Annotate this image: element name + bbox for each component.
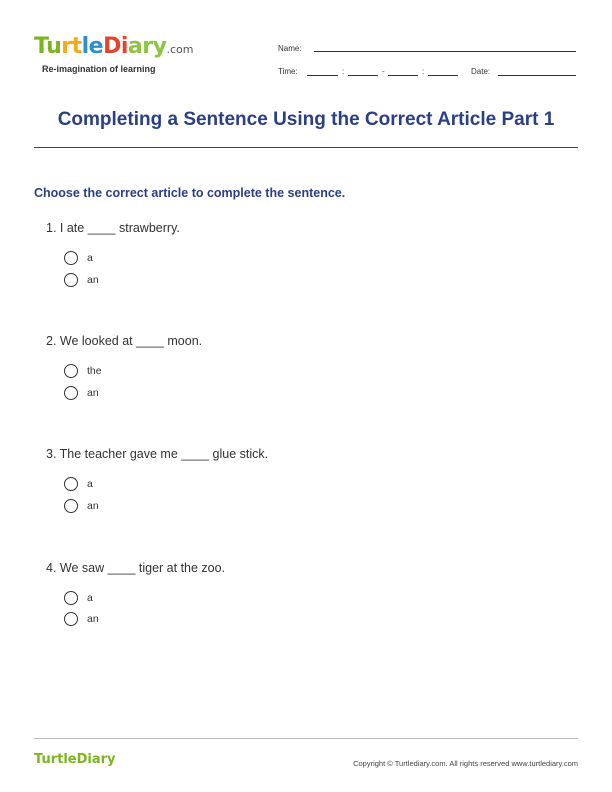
radio-button-icon[interactable] (64, 364, 78, 378)
name-line[interactable] (314, 51, 576, 52)
question-2: 2. We looked at ____ moon. (46, 334, 203, 348)
radio-button-icon[interactable] (64, 251, 78, 265)
radio-button-icon[interactable] (64, 386, 78, 400)
time-colon-2: : (422, 67, 425, 76)
option-label: an (87, 387, 99, 399)
option-label: an (87, 500, 99, 512)
time-minutes-line[interactable] (348, 75, 378, 76)
radio-button-icon[interactable] (64, 591, 78, 605)
option-label: the (87, 365, 102, 377)
question-4: 4. We saw ____ tiger at the zoo. (46, 561, 226, 575)
time-dash: - (382, 67, 385, 76)
logo-part: ary (127, 34, 167, 59)
logo-part: Di (103, 34, 128, 59)
date-line[interactable] (498, 75, 576, 76)
option-label: a (87, 478, 93, 490)
option-label: a (87, 252, 93, 264)
radio-button-icon[interactable] (64, 612, 78, 626)
logo-part: le (81, 34, 104, 59)
radio-button-icon[interactable] (64, 273, 78, 287)
logo-suffix: .com (166, 43, 194, 56)
logo-part: Tu (34, 34, 62, 59)
time-label: Time: (278, 67, 298, 76)
option-label: an (87, 274, 99, 286)
footer-divider (34, 738, 578, 739)
option-label: a (87, 592, 93, 604)
time-end-minutes-line[interactable] (428, 75, 458, 76)
option-label: an (87, 613, 99, 625)
date-label: Date: (471, 67, 491, 76)
footer-logo (34, 752, 116, 767)
time-hours-line[interactable] (307, 75, 338, 76)
logo-tagline: Re-imagination of learning (42, 64, 156, 74)
turtle-diary-logo (34, 34, 194, 82)
question-3: 3. The teacher gave me ____ glue stick. (46, 447, 269, 461)
question-1: 1. I ate ____ strawberry. (46, 221, 180, 235)
time-colon: : (342, 67, 345, 76)
name-label: Name: (278, 44, 302, 53)
title-divider (34, 147, 578, 148)
time-end-hours-line[interactable] (388, 75, 418, 76)
radio-button-icon[interactable] (64, 477, 78, 491)
worksheet-title: Completing a Sentence Using the Correct Article Part 1 (57, 109, 555, 130)
instructions: Choose the correct article to complete the sentence. (34, 186, 346, 200)
logo-part: rt (61, 34, 82, 59)
copyright-text: Copyright © Turtlediary.com. All rights reserved www.turtlediary.com (353, 759, 578, 768)
radio-button-icon[interactable] (64, 499, 78, 513)
footer-logo-text: TurtleDiary (34, 752, 116, 767)
logo-wordmark (34, 34, 193, 59)
